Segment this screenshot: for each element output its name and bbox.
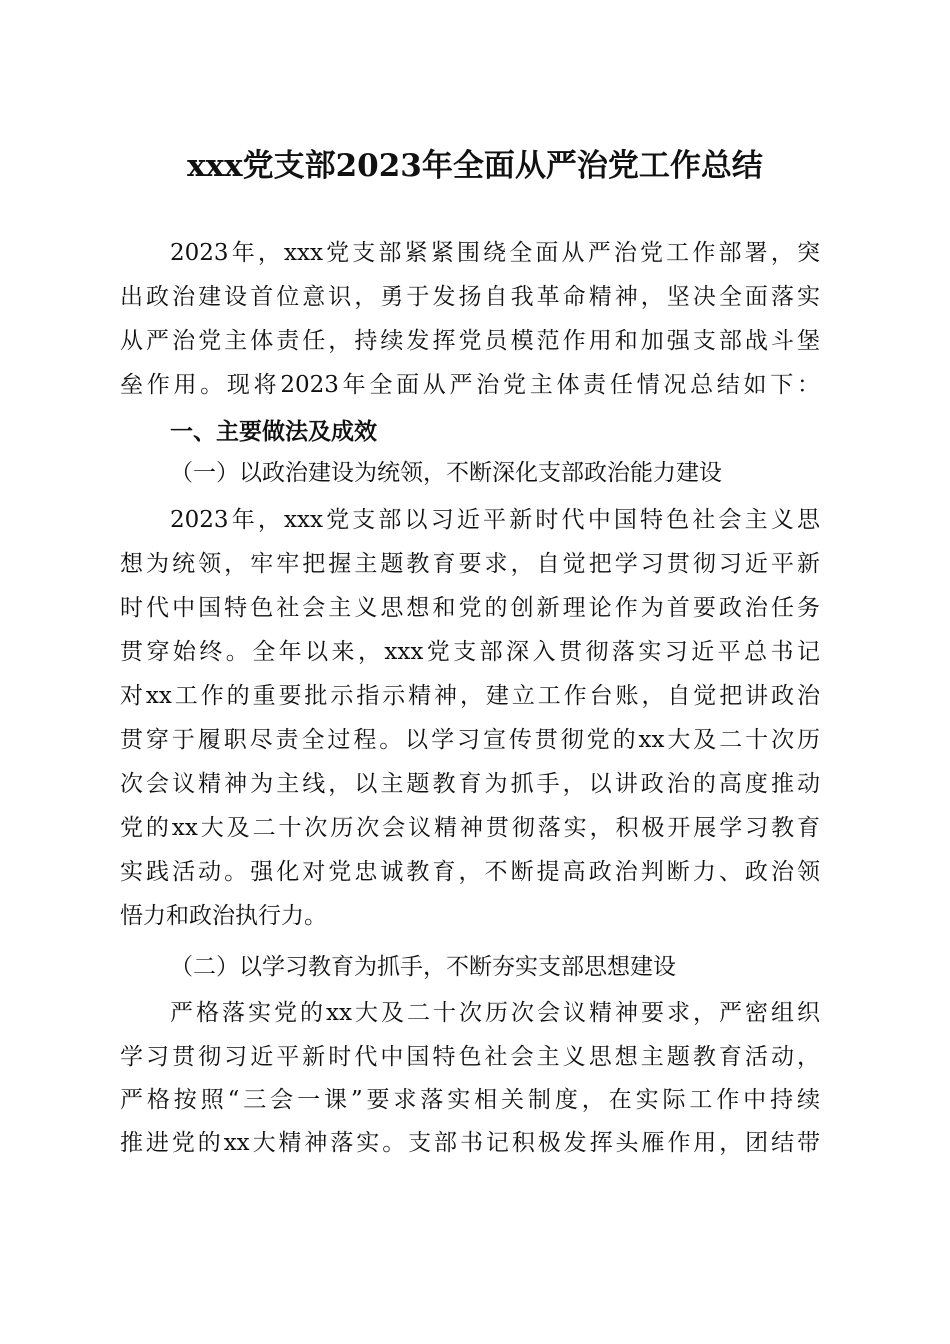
subsection-heading: （二）以学习教育为抓手，不断夯实支部思想建设 [170, 954, 676, 980]
text-line: 2023年，xxx党支部紧紧围绕全面从严治党工作部署，突 [170, 240, 820, 266]
text-line: 贯穿始终。全年以来，xxx党支部深入贯彻落实习近平总书记 [120, 639, 820, 665]
text-line: 实践活动。强化对党忠诚教育，不断提高政治判断力、政治领 [120, 859, 820, 885]
text-line: 对xx工作的重要批示指示精神，建立工作台账，自觉把讲政治 [120, 683, 820, 709]
text-line: 党的xx大及二十次历次会议精神贯彻落实，积极开展学习教育 [120, 815, 820, 841]
text-line: 从严治党主体责任，持续发挥党员模范作用和加强支部战斗堡 [120, 328, 820, 354]
text-line: 学习贯彻习近平新时代中国特色社会主义思想主题教育活动， [120, 1044, 820, 1070]
subsection-heading: （一）以政治建设为统领，不断深化支部政治能力建设 [170, 460, 722, 486]
text-line: 贯穿于履职尽责全过程。以学习宣传贯彻党的xx大及二十次历 [120, 727, 820, 753]
text-line: 2023年，xxx党支部以习近平新时代中国特色社会主义思 [170, 507, 820, 533]
text-line: 时代中国特色社会主义思想和党的创新理论作为首要政治任务 [120, 595, 820, 621]
text-line: 次会议精神为主线，以主题教育为抓手，以讲政治的高度推动 [120, 771, 820, 797]
text-line: 严格落实党的xx大及二十次历次会议精神要求，严密组织 [170, 1000, 820, 1026]
text-line: 推进党的xx大精神落实。支部书记积极发挥头雁作用，团结带 [120, 1130, 820, 1156]
text-line: 垒作用。现将2023年全面从严治党主体责任情况总结如下： [120, 372, 820, 398]
text-line: 出政治建设首位意识，勇于发扬自我革命精神，坚决全面落实 [120, 284, 820, 310]
text-line: 想为统领，牢牢把握主题教育要求，自觉把学习贯彻习近平新 [120, 551, 820, 577]
section-heading: 一、主要做法及成效 [170, 419, 377, 445]
text-line: 悟力和政治执行力。 [120, 903, 327, 929]
text-line: 严格按照“三会一课”要求落实相关制度，在实际工作中持续 [120, 1087, 820, 1113]
document-title: xxx党支部2023年全面从严治党工作总结 [187, 148, 763, 184]
